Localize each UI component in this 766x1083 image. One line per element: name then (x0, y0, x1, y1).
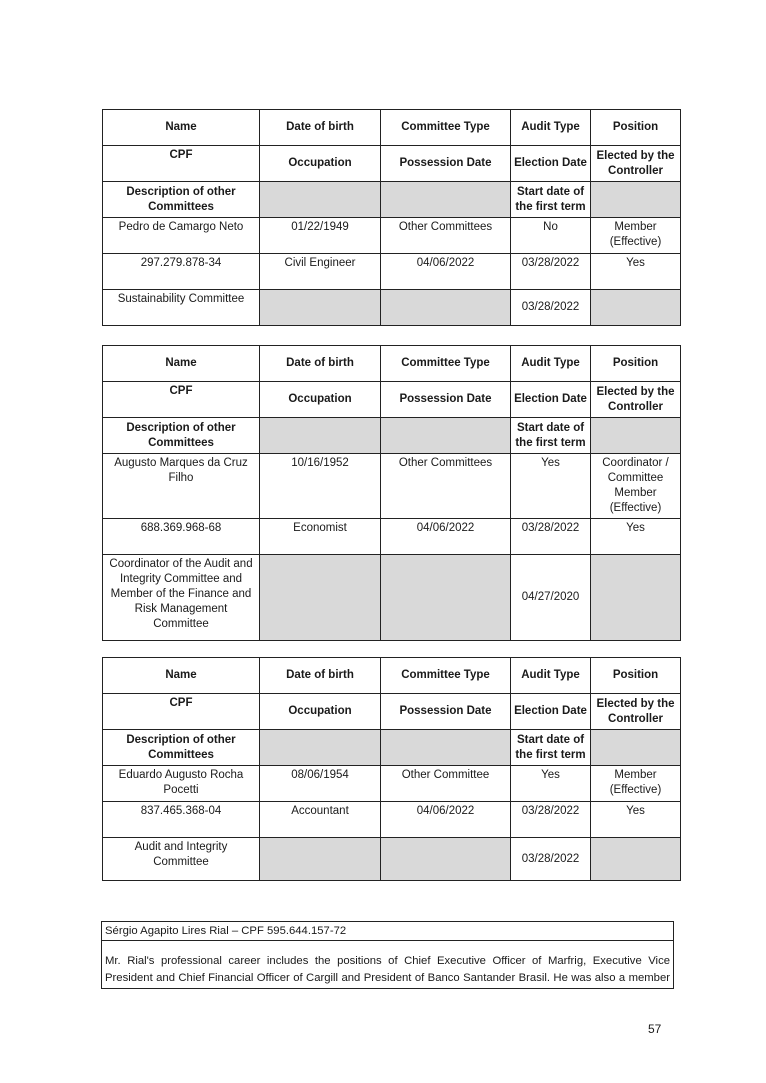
header-elected-by-controller: Elected by the Controller (591, 694, 681, 730)
header-occupation: Occupation (260, 382, 381, 418)
bio-heading: Sérgio Agapito Lires Rial – CPF 595.644.157-72 (102, 922, 673, 941)
member-start-first-term: 03/28/2022 (511, 290, 591, 326)
member-audit-type: No (511, 218, 591, 254)
member-occupation: Civil Engineer (260, 254, 381, 290)
committee-member-table-1 (102, 109, 681, 326)
empty-cell (260, 182, 381, 218)
member-possession-date: 04/06/2022 (381, 254, 511, 290)
member-other-committees: Audit and Integrity Committee (103, 838, 260, 881)
empty-cell (591, 182, 681, 218)
header-name: Name (103, 658, 260, 694)
header-start-first-term: Start date of the first term (511, 182, 591, 218)
header-cpf: CPF (103, 146, 260, 182)
header-start-first-term: Start date of the first term (511, 418, 591, 454)
header-election-date: Election Date (511, 146, 591, 182)
empty-cell (260, 418, 381, 454)
header-committee-type: Committee Type (381, 346, 511, 382)
header-position: Position (591, 110, 681, 146)
member-position: Member (Effective) (591, 766, 681, 802)
member-occupation: Accountant (260, 802, 381, 838)
member-date-of-birth: 01/22/1949 (260, 218, 381, 254)
member-committee-type: Other Committees (381, 454, 511, 519)
empty-cell (591, 418, 681, 454)
member-elected-by-controller: Yes (591, 802, 681, 838)
empty-cell (260, 730, 381, 766)
member-cpf: 837.465.368-04 (103, 802, 260, 838)
header-name: Name (103, 110, 260, 146)
page-number: 57 (648, 1022, 662, 1036)
empty-cell (591, 730, 681, 766)
header-possession-date: Possession Date (381, 382, 511, 418)
member-cpf: 688.369.968-68 (103, 519, 260, 555)
member-position: Member (Effective) (591, 218, 681, 254)
header-audit-type: Audit Type (511, 658, 591, 694)
empty-cell (591, 555, 681, 641)
header-committee-type: Committee Type (381, 658, 511, 694)
member-committee-type: Other Committee (381, 766, 511, 802)
header-name: Name (103, 346, 260, 382)
header-election-date: Election Date (511, 694, 591, 730)
committee-member-table-3 (102, 657, 681, 881)
member-other-committees: Sustainability Committee (103, 290, 260, 326)
member-name: Eduardo Augusto Rocha Pocetti (103, 766, 260, 802)
header-date-of-birth: Date of birth (260, 346, 381, 382)
header-cpf: CPF (103, 382, 260, 418)
member-name: Pedro de Camargo Neto (103, 218, 260, 254)
member-election-date: 03/28/2022 (511, 802, 591, 838)
member-start-first-term: 04/27/2020 (511, 555, 591, 641)
member-cpf: 297.279.878-34 (103, 254, 260, 290)
header-occupation: Occupation (260, 694, 381, 730)
header-possession-date: Possession Date (381, 694, 511, 730)
member-possession-date: 04/06/2022 (381, 802, 511, 838)
header-election-date: Election Date (511, 382, 591, 418)
empty-cell (260, 838, 381, 881)
bio-text: Mr. Rial's professional career includes the positions of Chief Executive Officer of Marfrig, Executive Vice President and Chief Financial Officer of Cargill and President of Banco Santander Brasil. He was also a member (105, 955, 670, 984)
member-name: Augusto Marques da Cruz Filho (103, 454, 260, 519)
header-date-of-birth: Date of birth (260, 658, 381, 694)
member-position: Coordinator / Committee Member (Effective) (591, 454, 681, 519)
empty-cell (381, 418, 511, 454)
member-date-of-birth: 08/06/1954 (260, 766, 381, 802)
member-start-first-term: 03/28/2022 (511, 838, 591, 881)
member-elected-by-controller: Yes (591, 254, 681, 290)
header-date-of-birth: Date of birth (260, 110, 381, 146)
empty-cell (591, 838, 681, 881)
empty-cell (381, 290, 511, 326)
empty-cell (381, 555, 511, 641)
member-other-committees: Coordinator of the Audit and Integrity Committee and Member of the Finance and Risk Management Committee (103, 555, 260, 641)
header-description-other-committees: Description of other Committees (103, 730, 260, 766)
member-audit-type: Yes (511, 766, 591, 802)
empty-cell (381, 182, 511, 218)
header-elected-by-controller: Elected by the Controller (591, 146, 681, 182)
header-possession-date: Possession Date (381, 146, 511, 182)
member-elected-by-controller: Yes (591, 519, 681, 555)
header-audit-type: Audit Type (511, 110, 591, 146)
member-election-date: 03/28/2022 (511, 519, 591, 555)
member-election-date: 03/28/2022 (511, 254, 591, 290)
header-committee-type: Committee Type (381, 110, 511, 146)
empty-cell (591, 290, 681, 326)
header-occupation: Occupation (260, 146, 381, 182)
header-audit-type: Audit Type (511, 346, 591, 382)
member-possession-date: 04/06/2022 (381, 519, 511, 555)
header-elected-by-controller: Elected by the Controller (591, 382, 681, 418)
header-position: Position (591, 346, 681, 382)
committee-member-table-2 (102, 345, 681, 641)
header-position: Position (591, 658, 681, 694)
empty-cell (381, 838, 511, 881)
header-description-other-committees: Description of other Committees (103, 182, 260, 218)
empty-cell (260, 555, 381, 641)
header-start-first-term: Start date of the first term (511, 730, 591, 766)
empty-cell (381, 730, 511, 766)
header-cpf: CPF (103, 694, 260, 730)
member-committee-type: Other Committees (381, 218, 511, 254)
member-date-of-birth: 10/16/1952 (260, 454, 381, 519)
bio-box (101, 921, 674, 989)
header-description-other-committees: Description of other Committees (103, 418, 260, 454)
member-audit-type: Yes (511, 454, 591, 519)
empty-cell (260, 290, 381, 326)
member-occupation: Economist (260, 519, 381, 555)
